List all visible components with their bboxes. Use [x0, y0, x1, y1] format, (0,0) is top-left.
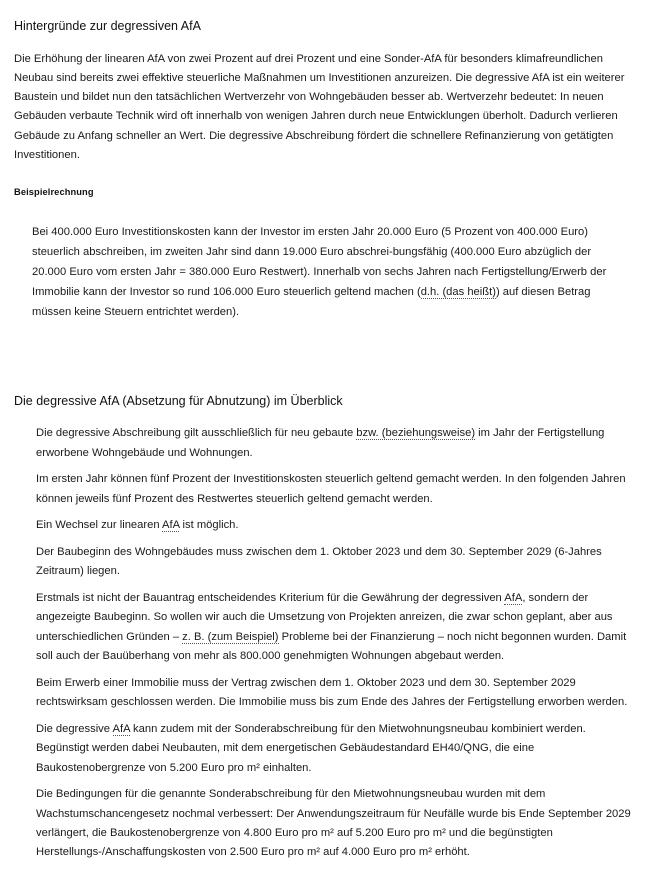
abbreviation-zb[interactable]: z. B. (zum Beispiel) [182, 630, 279, 643]
page-title: Hintergründe zur degressiven AfA [14, 19, 201, 33]
section-spacer [14, 323, 640, 393]
overview-title: Die degressive AfA (Absetzung für Abnutzung) im Überblick [14, 393, 343, 408]
list-item [36, 516, 636, 535]
item-text-pre: Die degressive [36, 722, 113, 735]
overview-list [14, 424, 640, 863]
item-text-post: kann zudem mit der Sonderabschreibung für den Mietwohnungsneubau kombiniert werden. Begünstigt werden dabei Neubauten, mit dem energetischen Gebäudestandard EH40/QNG, die eine Baukostenobergrenze von 5.200 Euro pro m² einhalten. [36, 722, 586, 774]
list-item [36, 674, 636, 713]
intro-paragraph: Die Erhöhung der linearen AfA von zwei Prozent auf drei Prozent und eine Sonder-AfA für besonders klimafreundlichen Neubau sind bereits zwei effektive steuerliche Maßnahmen um Investitionen anzureizen. Die degressive AfA ist ein weiterer Baustein und bildet nun den tatsächlichen Wertverzehr von Wohngebäuden besser ab. Wertverzehr bedeutet: In neuen Gebäuden verbaute Technik wird oft innerhalb von wenigen Jahren durch neue Entwicklungen überholt. Dadurch verlieren Gebäude zu Anfang schneller an Wert. Die degressive Abschreibung fördert die schnellere Refinanzierung von getätigten Investitionen. [14, 52, 625, 161]
item-text-pre: Im ersten Jahr können fünf Prozent der Investitionskosten steuerlich geltend gemacht werden. In den folgenden Jahren können jeweils fünf Prozent des Restwertes steuerlich geltend gemacht werden. [36, 473, 626, 505]
example-text [32, 223, 624, 323]
item-text-pre: Erstmals ist nicht der Bauantrag entscheidendes Kriterium für die Gewährung der degressiven [36, 591, 505, 604]
list-item [36, 470, 636, 509]
list-item [36, 543, 636, 582]
example-text-part2: ) auf diesen Betrag müssen keine Steuern entrichtet werden). [32, 285, 591, 318]
item-text-post: im Jahr der Fertigstellung erworbene Wohngebäude und Wohnungen. [36, 427, 605, 459]
abbreviation-afa[interactable]: AfA [162, 519, 180, 532]
list-item [36, 720, 636, 778]
example-box [14, 223, 640, 323]
list-item [36, 589, 636, 667]
abbreviation-dh[interactable]: d.h. (das heißt) [420, 285, 496, 298]
item-text-pre: Die Bedingungen für die genannte Sonderabschreibung für den Mietwohnungsneubau wurden mit dem Wachstumschancengesetz nochmal verbessert: Der Anwendungszeitraum für Neufälle wurde bis Ende September 2029 verlängert, die Baukostenobergrenze von 4.800 Euro pro m² auf 5.200 Euro pro m² und die begünstigten Herstellungs-/Anschaffungskosten von 2.500 Euro pro m² auf 4.000 Euro pro m² erhöht. [36, 788, 631, 859]
list-item [36, 785, 636, 863]
abbreviation-afa[interactable]: AfA [112, 722, 130, 735]
item-text-pre: Die degressive Abschreibung gilt ausschließlich für neu gebaute [36, 427, 357, 440]
item-text-post: ist möglich. [179, 519, 239, 532]
item-text-pre: Der Baubeginn des Wohngebäudes muss zwischen dem 1. Oktober 2023 und dem 30. September 2029 (6-Jahres Zeitraum) liegen. [36, 545, 602, 578]
abbreviation-afa[interactable]: AfA [504, 591, 523, 604]
list-item [36, 424, 636, 463]
example-text-part1: Bei 400.000 Euro Investitionskosten kann der Investor im ersten Jahr 20.000 Euro (5 Prozent von 400.000 Euro) steuerlich abschreiben, im zweiten Jahr sind dann 19.000 Euro abschrei-bungsfähig (400.000 Euro abzüglich der 20.000 Euro vom ersten Jahr = 380.000 Euro Restwert). Innerhalb von sechs Jahren nach Fertigstellung/Erwerb der Immobilie kann der Investor so rund 106.000 Euro steuerlich geltend machen ( [32, 226, 607, 298]
item-text-pre: Ein Wechsel zur linearen [36, 519, 163, 532]
example-label: Beispielrechnung [14, 187, 94, 198]
abbreviation-bzw[interactable]: bzw. (beziehungsweise) [356, 427, 476, 440]
item-text-post: , sondern der angezeigte Baubeginn. So wollen wir auch die Umsetzung von Projekten anreizen, die zwar schon geplant, aber aus unterschiedlichen Gründen – [36, 591, 613, 643]
item-text-post2: Probleme bei der Finanzierung – noch nicht begonnen wurden. Damit soll auch der Bauüberhang von mehr als 800.000 genehmigten Wohnungen abgebaut werden. [36, 630, 627, 663]
item-text-pre: Beim Erwerb einer Immobilie muss der Vertrag zwischen dem 1. Oktober 2023 und dem 30. September 2029 rechtswirksam geschlossen werden. Die Immobilie muss bis zum Ende des Jahres der Fertigstellung erworben werden. [36, 676, 628, 709]
